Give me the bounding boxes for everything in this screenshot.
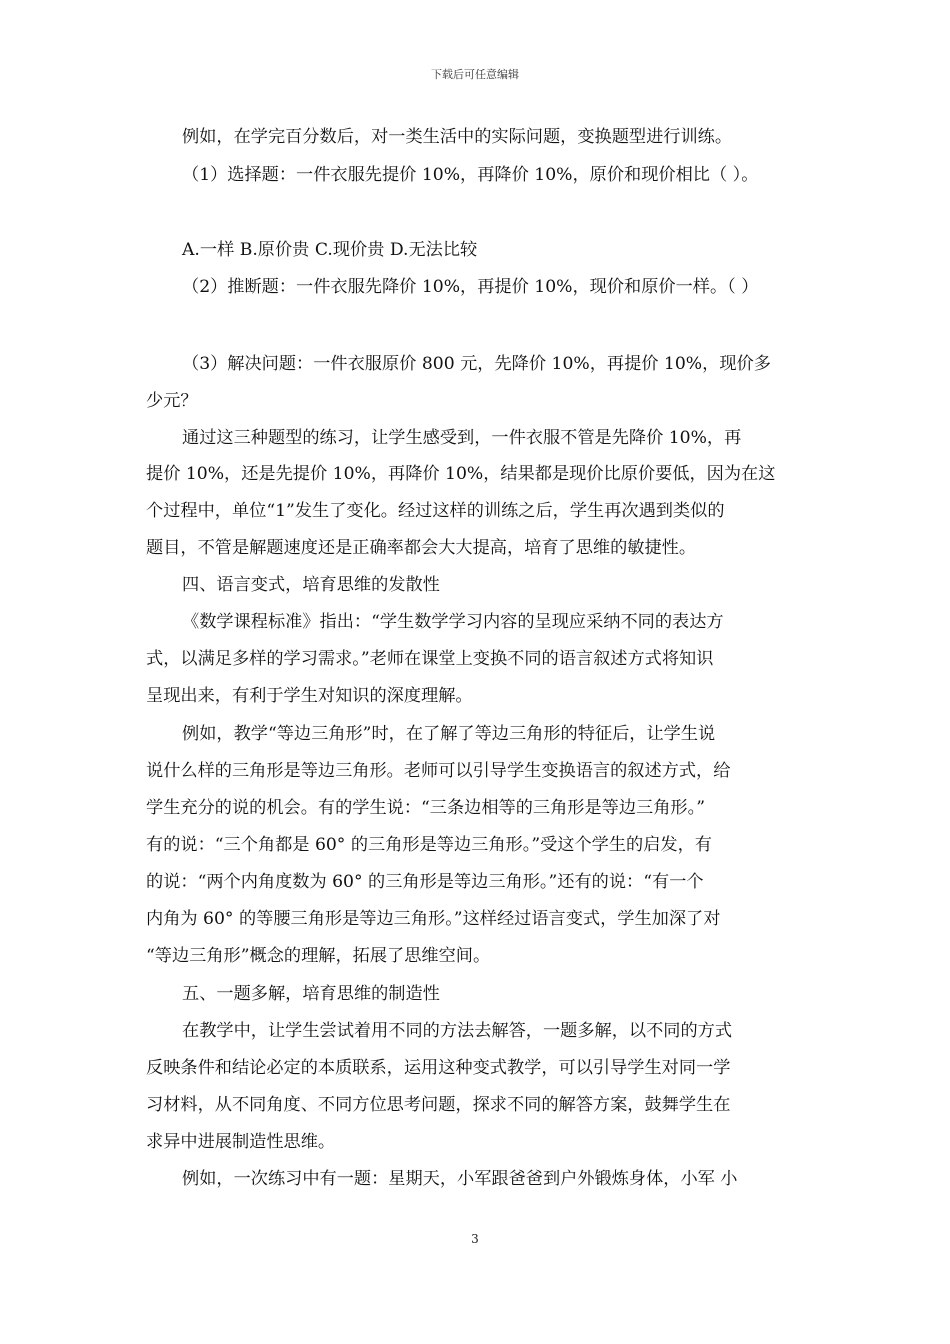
paragraph-line: 习材料，从不同角度、不同方位思考问题，探求不同的解答方案，鼓舞学生在: [146, 1095, 731, 1115]
paragraph-line: 呈现出来，有利于学生对知识的深度理解。: [146, 686, 473, 706]
paragraph-line: （2）推断题：一件衣服先降价 10%，再提价 10%，现价和原价一样。（ ）: [182, 277, 759, 297]
paragraph-line: 例如，在学完百分数后，对一类生活中的实际问题，变换题型进行训练。: [182, 127, 733, 147]
paragraph-line: （1）选择题：一件衣服先提价 10%，再降价 10%，原价和现价相比（ ）。: [182, 165, 759, 185]
section-heading: 四、语言变式，培育思维的发散性: [182, 575, 440, 595]
paragraph-line: A.一样 B.原价贵 C.现价贵 D.无法比较: [182, 240, 478, 260]
paragraph-line: （3）解决问题：一件衣服原价 800 元，先降价 10%，再提价 10%，现价多: [182, 354, 771, 374]
paragraph-line: 式，以满足多样的学习需求。”老师在课堂上变换不同的语言叙述方式将知识: [146, 649, 714, 669]
section-heading: 五、一题多解，培育思维的制造性: [182, 984, 440, 1004]
paragraph-line: 例如，教学“等边三角形”时，在了解了等边三角形的特征后，让学生说: [182, 724, 716, 744]
paragraph-line: 通过这三种题型的练习，让学生感受到，一件衣服不管是先降价 10%，再: [182, 428, 742, 448]
paragraph-line: “等边三角形”概念的理解，拓展了思维空间。: [146, 946, 491, 966]
paragraph-line: 反映条件和结论必定的本质联系，运用这种变式教学，可以引导学生对同一学: [146, 1058, 731, 1078]
paragraph-line: 求异中进展制造性思维。: [146, 1132, 336, 1152]
paragraph-line: 题目，不管是解题速度还是正确率都会大大提高，培育了思维的敏捷性。: [146, 538, 697, 558]
page-number: 3: [471, 1232, 479, 1246]
paragraph-line: 说什么样的三角形是等边三角形。老师可以引导学生变换语言的叙述方式，给: [146, 761, 731, 781]
paragraph-line: 个过程中，单位“1”发生了变化。经过这样的训练之后，学生再次遇到类似的: [146, 501, 725, 521]
page-header: 下载后可任意编辑: [431, 68, 519, 81]
paragraph-line: 学生充分的说的机会。有的学生说：“三条边相等的三角形是等边三角形。”: [146, 798, 705, 818]
paragraph-line: 《数学课程标准》指出：“学生数学学习内容的呈现应采纳不同的表达方: [182, 612, 724, 632]
paragraph-line: 有的说：“三个角都是 60° 的三角形是等边三角形。”受这个学生的启发，有: [146, 835, 712, 855]
paragraph-line: 例如，一次练习中有一题：星期天，小军跟爸爸到户外锻炼身体，小军 小: [182, 1169, 738, 1189]
paragraph-line: 的说：“两个内角度数为 60° 的三角形是等边三角形。”还有的说：“有一个: [146, 872, 704, 892]
paragraph-line: 内角为 60° 的等腰三角形是等边三角形。”这样经过语言变式，学生加深了对: [146, 909, 721, 929]
paragraph-line: 提价 10%，还是先提价 10%，再降价 10%，结果都是现价比原价要低，因为在这: [146, 464, 776, 484]
paragraph-line: 少元？: [146, 391, 198, 411]
paragraph-line: 在教学中，让学生尝试着用不同的方法去解答，一题多解，以不同的方式: [182, 1021, 733, 1041]
